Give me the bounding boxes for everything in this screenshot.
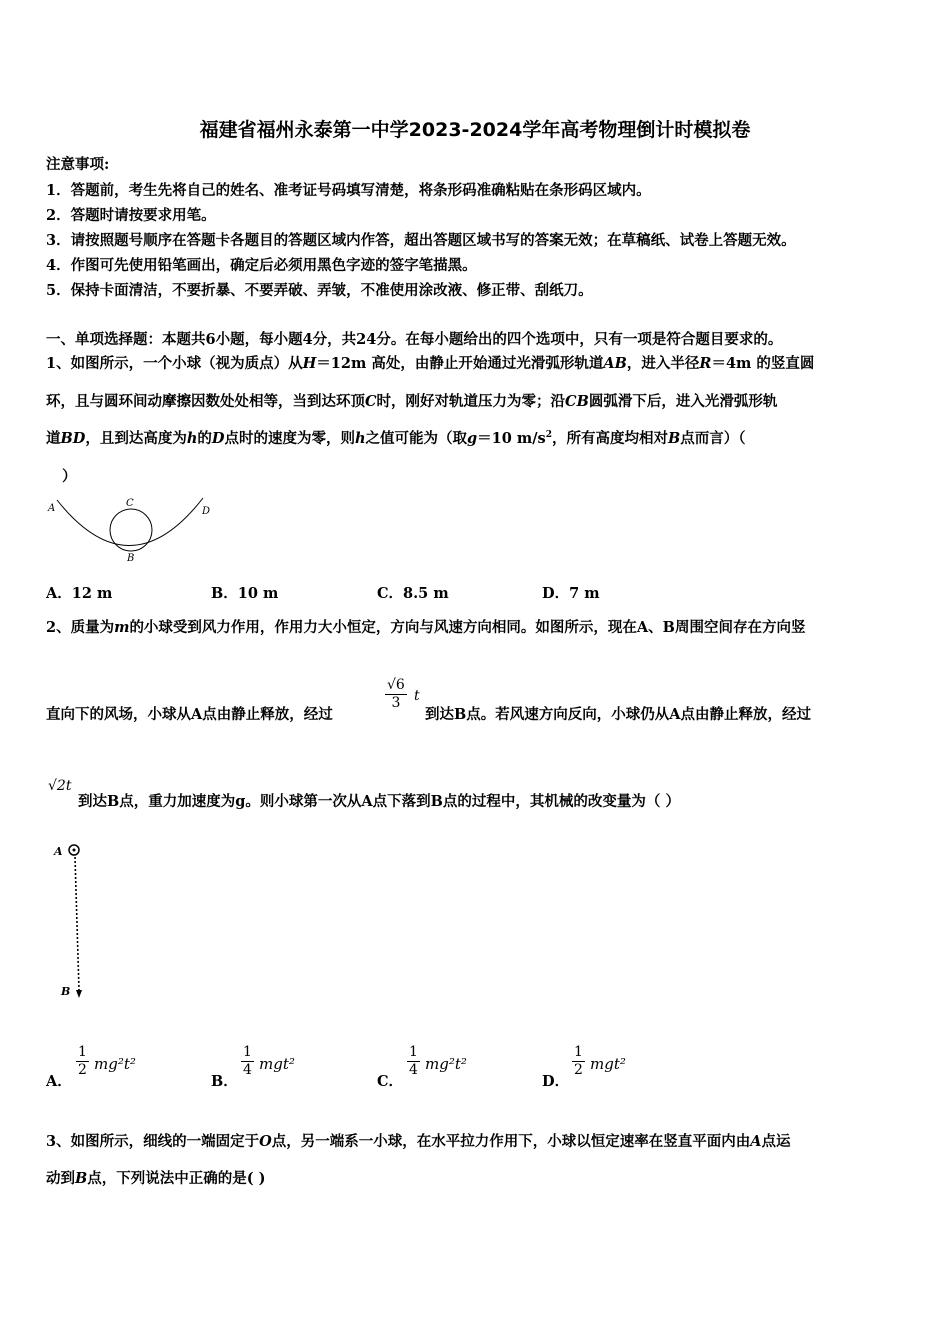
q2-line3: 到达B点，重力加速度为g。则小球第一次从A点下落到B点的过程中，其机械的改变量为（ ） bbox=[78, 793, 680, 810]
q2-fraction-time: $\frac{√6}{3}$ bbox=[387, 677, 405, 711]
notice-item: 4．作图可先使用铅笔画出，确定后必须用黑色字迹的签字笔描黑。 bbox=[46, 257, 477, 274]
q1-label-b: B bbox=[127, 553, 135, 564]
notice-heading: 注意事项: bbox=[46, 156, 110, 173]
q2-option-a-fraction: $\frac{1}{2}$ bbox=[78, 1044, 87, 1078]
q2-option-a-expr: mg²t² bbox=[94, 1055, 136, 1073]
page-title: 福建省福州永泰第一中学2023-2024学年高考物理倒计时模拟卷 bbox=[199, 119, 751, 141]
notice-item: 3．请按照题号顺序在答题卡各题目的答题区域内作答，超出答题区域书写的答案无效；在草稿纸、试卷上答题无效。 bbox=[46, 232, 796, 249]
q2-option-c[interactable]: C． bbox=[377, 1073, 404, 1090]
q2-option-d[interactable]: D． bbox=[542, 1073, 570, 1090]
q1-track-figure bbox=[45, 492, 225, 567]
q1-line1: 1、如图所示，一个小球（视为质点）从H＝12m 高处，由静止开始通过光滑弧形轨道AB，进入半径R＝4m 的竖直圆 bbox=[46, 355, 815, 372]
q2-option-b[interactable]: B． bbox=[211, 1073, 238, 1090]
q1-line4: ） bbox=[62, 468, 77, 485]
q2-option-d-expr: mgt² bbox=[590, 1055, 626, 1073]
q1-label-a: A bbox=[48, 503, 56, 514]
q2-option-b-fraction: $\frac{1}{4}$ bbox=[243, 1044, 252, 1078]
q2-fall-figure bbox=[52, 840, 92, 1005]
q2-sqrt-time: √2t bbox=[48, 778, 72, 794]
q1-line2: 环，且与圆环间动摩擦因数处处相等，当到达环顶C时，刚好对轨道压力为零；沿CB圆弧滑下后，进入光滑弧形轨 bbox=[46, 393, 778, 410]
q1-option-a[interactable]: A．12 m bbox=[46, 585, 113, 602]
q1-line3: 道BD，且到达高度为h的D点时的速度为零，则h之值可能为（取g＝10 $m/s^2$，所有高度均相对B点而言）（ bbox=[46, 430, 746, 447]
q2-time-var: t bbox=[414, 688, 420, 704]
q1-option-c[interactable]: C．8.5 m bbox=[377, 585, 449, 602]
q2-option-c-expr: mg²t² bbox=[425, 1055, 467, 1073]
q2-arrow-icon bbox=[76, 990, 82, 998]
q1-label-c: C bbox=[126, 498, 134, 509]
notice-item: 1．答题前，考生先将自己的姓名、准考证号码填写清楚，将条形码准确粘贴在条形码区域内。 bbox=[46, 182, 651, 199]
q3-line2: 动到B点，下列说法中正确的是( ) bbox=[46, 1170, 266, 1187]
q1-label-d: D bbox=[202, 506, 211, 517]
q2-line1: 2、质量为m的小球受到风力作用，作用力大小恒定，方向与风速方向相同。如图所示，现在A、B周围空间存在方向竖 bbox=[46, 619, 806, 636]
q2-option-d-fraction: $\frac{1}{2}$ bbox=[574, 1044, 583, 1078]
q2-option-c-fraction: $\frac{1}{4}$ bbox=[409, 1044, 418, 1078]
q1-option-d[interactable]: D．7 m bbox=[542, 585, 600, 602]
q2-option-b-expr: mgt² bbox=[259, 1055, 295, 1073]
section-heading: 一、单项选择题：本题共6小题，每小题4分，共24分。在每小题给出的四个选项中，只有一项是符合题目要求的。 bbox=[46, 331, 783, 348]
notice-item: 5．保持卡面清洁，不要折暴、不要弄破、弄皱，不准使用涂改液、修正带、刮纸刀。 bbox=[46, 282, 593, 299]
q2-label-b: B bbox=[61, 985, 71, 998]
notice-item: 2．答题时请按要求用笔。 bbox=[46, 207, 216, 224]
q2-label-a: A bbox=[54, 845, 63, 858]
q2-option-a[interactable]: A． bbox=[46, 1073, 72, 1090]
q3-line1: 3、如图所示，细线的一端固定于O点，另一端系一小球，在水平拉力作用下，小球以恒定速率在竖直平面内由A点运 bbox=[46, 1133, 791, 1150]
q2-line2-left: 直向下的风场，小球从A点由静止释放，经过 bbox=[46, 706, 333, 723]
q2-line2-right: 到达B点。若风速方向反向，小球仍从A点由静止释放，经过 bbox=[425, 706, 812, 723]
q1-option-b[interactable]: B．10 m bbox=[211, 585, 279, 602]
q2-path-line bbox=[75, 857, 79, 990]
q1-loop-circle bbox=[110, 509, 152, 551]
